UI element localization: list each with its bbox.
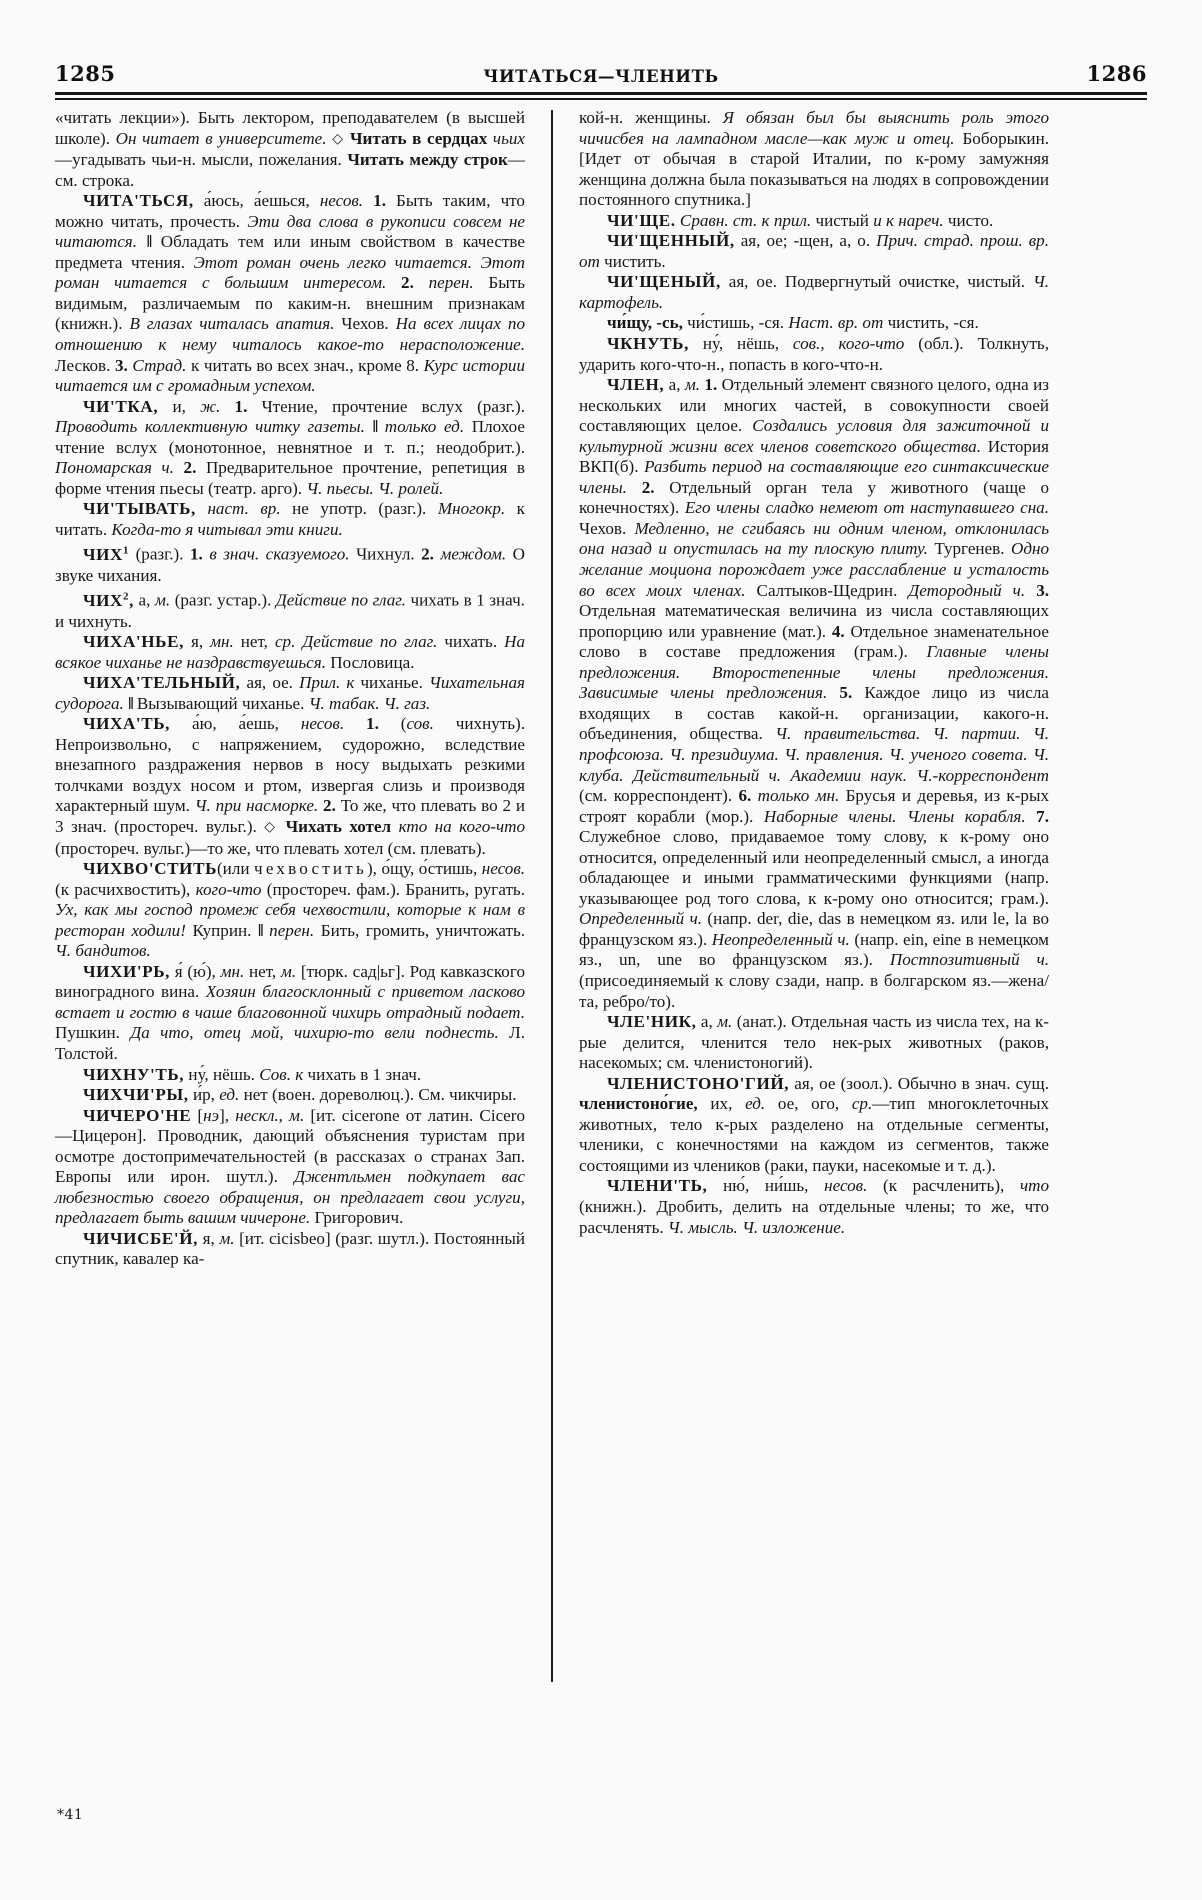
dictionary-entry: ЧИ'ЩЕНЫЙ, ая, ое. Подвергнутый очистке, чистый. Ч. картофель. xyxy=(579,272,1049,312)
dictionary-entry: ЧЛЕНИ'ТЬ, ню́, ни́шь, несов. (к расчленить), что (книжн.). Дробить, делить на отдельные члены; то же, что расчленять. Ч. мысль. Ч. изложение. xyxy=(579,1176,1049,1237)
dictionary-entry: ЧИХЧИ'РЫ, и́р, ед. нет (воен. дореволюц.). См. чикчиры. xyxy=(83,1085,517,1105)
dictionary-entry: ЧИХВО'СТИТЬ(или чехвостить), о́щу, о́стишь, несов. (к расчихвостить), кого-что (простореч. фам.). Бранить, ругать. Ух, как мы господ промеж себя чехвостили, которые к нам в ресторан ходили! Куприн. ‖ перен. Бить, громить, уничтожать. Ч. бандитов. xyxy=(55,859,526,961)
dictionary-entry: ЧИ'ТЫВАТЬ, наст. вр. не употр. (разг.). Многокр. к читать. Когда-то я читывал эти книги. xyxy=(55,499,525,539)
entry-continuation: кой-н. женщины. Я обязан был бы выяснить роль этого чичисбея на лампадном масле—как муж и отец. Боборыкин. [Идет от обычая в старой Италии, по к-рому замужняя женщина должна была показываться на людях в сопровождении постоянного спутника.] xyxy=(579,108,1050,210)
dictionary-entry: ЧИХА'НЬЕ, я, мн. нет, ср. Действие по глаг. чихать. На всякое чиханье не наздравствуешься. Пословица. xyxy=(55,632,526,672)
dictionary-entry: ЧИХА'ТЕЛЬНЫЙ, ая, ое. Прил. к чиханье. Чихательная судорога. ‖ Вызывающий чиханье. Ч. табак. Ч. газ. xyxy=(55,673,525,713)
entry-continuation: «читать лекции»). Быть лектором, преподавателем (в высшей школе). Он читает в университете. ◇ Читать в сердцах чьих—угадывать чьи-н. мысли, пожелания. Читать между строк—см. строка. xyxy=(55,108,525,190)
dictionary-entry: ЧКНУТЬ, ну́, нёшь, сов., кого-что (обл.). Толкнуть, ударить кого-что-н., попасть в кого-что-н. xyxy=(579,334,1050,374)
dictionary-entry: ЧИХ$^1$ (разг.). 1. в знач. сказуемого. Чихнул. 2. междом. О звуке чихания. xyxy=(55,544,525,585)
dictionary-entry: ЧИХИ'РЬ, я́ (ю́), мн. нет, м. [тюрк. сад|ьг]. Род кавказского виноградного вина. Хозяин благосклонный с приветом ласково встает и гостю в чаше благовонной чихирь отрадный подает. Пушкин. Да что, отец мой, чихирю-то вели поднесть. Л. Толстой. xyxy=(55,961,526,1063)
dictionary-entry: ЧЛЕНИСТОНО'ГИЙ, ая, ое (зоол.). Обычно в знач. сущ. членистоно́гие, их, ед. ое, ого, ср.—тип многоклеточных животных, тело к-рых разделено на отдельные сегменты, членики, с конечностями на каждом из сегментов, также состоящими из члеников (раки, пауки, насекомые и т. д.). xyxy=(579,1073,1050,1175)
signature-mark: *41 xyxy=(57,1807,84,1823)
column-container xyxy=(55,108,1147,1788)
folio-left: 1285 xyxy=(55,61,116,86)
dictionary-entry: ЧИ'ЩЕ. Сравн. ст. к прил. чистый и к нареч. чисто. xyxy=(607,210,994,230)
running-head: ЧИТАТЬСЯ—ЧЛЕНИТЬ xyxy=(483,67,719,86)
dictionary-entry: ЧИТА'ТЬСЯ, а́юсь, а́ешься, несов. 1. Быть таким, что можно читать, прочесть. Эти два слова в рукописи совсем не читаются. ‖ Обладать тем или иным свойством в качестве предмета чтения. Этот роман очень легко читается. Этот роман читается с большим интересом. 2. перен. Быть видимым, различаемым по каким-н. внешним признакам (книжн.). В глазах читалась апатия. Чехов. На всех лицах по отношению к нему читалось какое-то нерасположение. Лесков. 3. Страд. к читать во всех знач., кроме 8. Курс истории читается им с громадным успехом. xyxy=(55,191,526,396)
header-rule-thick xyxy=(55,92,1147,95)
page-header xyxy=(55,52,1147,86)
header-rule-thin xyxy=(55,98,1147,100)
dictionary-entry: ЧИЧЕРО'НЕ [нэ], нескл., м. [ит. cicerone от латин. Cicero—Цицерон]. Проводник, дающий объяснения туристам при осмотре достопримечательностей (в рассказах о странах Зап. Европы или ирон. шутл.). Джентльмен подкупает вас любезностью своего обращения, он предлагает свои услуги, предлагает быть вашим чичероне. Григорович. xyxy=(55,1105,525,1228)
dictionary-entry: ЧИХА'ТЬ, а́ю, а́ешь, несов. 1. (сов. чихнуть). Непроизвольно, с напряжением, судорожно, вследствие внезапного раздражения нервов в носу выдыхать резкими толчками воздух носом и ртом, извергая слизь и производя характерный шум. Ч. при насморке. 2. То же, что плевать во 2 и 3 знач. (простореч. вульг.). ◇ Чихать хотел кто на кого-что (простореч. вульг.)—то же, что плевать хотел (см. плевать). xyxy=(55,714,525,858)
dictionary-entry: ЧЛЕ'НИК, а, м. (анат.). Отдельная часть из числа тех, на к-рые делится, членится тело нек-рых животных (раков, насекомых; см. членистоногий). xyxy=(579,1012,1049,1073)
dictionary-entry: ЧИ'ЩЕННЫЙ, ая, ое; -щен, а, о. Прич. страд. прош. вр. от чистить. xyxy=(579,231,1049,271)
dictionary-entry: чи́щу, -сь, чи́стишь, -ся. Наст. вр. от чистить, -ся. xyxy=(607,313,979,333)
dictionary-entry: ЧИХНУ'ТЬ, ну́, нёшь. Сов. к чихать в 1 знач. xyxy=(83,1064,422,1084)
dictionary-entry: ЧЛЕН, а, м. 1. Отдельный элемент связного целого, одна из нескольких или многих частей, в совокупности своей составляющих целое. Создались условия для зажиточной и культурной жизни всех членов советского общества. История ВКП(б). Разбить период на составляющие его синтаксические члены. 2. Отдельный орган тела у животного (чаще о конечностях). Его члены сладко немеют от наступавшего сна. Чехов. Медленно, не сгибаясь ни одним членом, отклонилась она назад и опустилась на ту плоскую плиту. Тургенев. Одно желание моциона порождает уже расслабление и усталость во всех моих членах. Салтыков-Щедрин. Детородный ч. 3. Отдельная математическая величина из числа составляющих пропорцию или уравнение (мат.). 4. Отдельное знаменательное слово в составе предложения (грам.). Главные члены предложения. Второстепенные члены предложения. Зависимые члены предложения. 5. Каждое лицо из числа входящих в состав какой-н. организации, какого-н. объединения, общества. Ч. правительства. Ч. партии. Ч. профсоюза. Ч. президиума. Ч. правления. Ч. ученого совета. Ч. клуба. Действительный ч. Академии наук. Ч.-корреспондент (см. корреспондент). 6. только мн. Брусья и деревья, из к-рых строят корабли (мор.). Наборные члены. Члены корабля. 7. Служебное слово, придаваемое тому слову, к к-рому оно относится, определенный или неопределенный смысл, а иногда обладающее и иными грамматическими функциями (напр. указывающее род того слова, к к-рому оно относится; грам.). Определенный ч. (напр. der, die, das в немецком яз. или le, la во французском яз.). Неопределенный ч. (напр. ein, eine в немецком яз., un, une во французском яз.). Постпозитивный ч. (присоединяемый к слову сзади, напр. в болгарском яз.—жена/та, ребро/то). xyxy=(579,375,1050,1011)
folio-right: 1286 xyxy=(1086,61,1147,86)
dictionary-entry: ЧИХ$^2$, а, м. (разг. устар.). Действие по глаг. чихать в 1 знач. и чихнуть. xyxy=(55,590,525,631)
right-column xyxy=(553,108,1049,1788)
dictionary-entry: ЧИ'ТКА, и, ж. 1. Чтение, прочтение вслух (разг.). Проводить коллективную читку газеты. ‖ только ед. Плохое чтение вслух (монотонное, невнятное и т. п.; неодобрит.). Пономарская ч. 2. Предварительное прочтение, репетиция в форме чтения пьесы (театр. арго). Ч. пьесы. Ч. ролей. xyxy=(55,396,525,498)
dictionary-entry: ЧИЧИСБЕ'Й, я, м. [ит. cicisbeo] (разг. шутл.). Постоянный спутник, кавалер ка- xyxy=(55,1228,525,1269)
left-column xyxy=(55,108,551,1788)
